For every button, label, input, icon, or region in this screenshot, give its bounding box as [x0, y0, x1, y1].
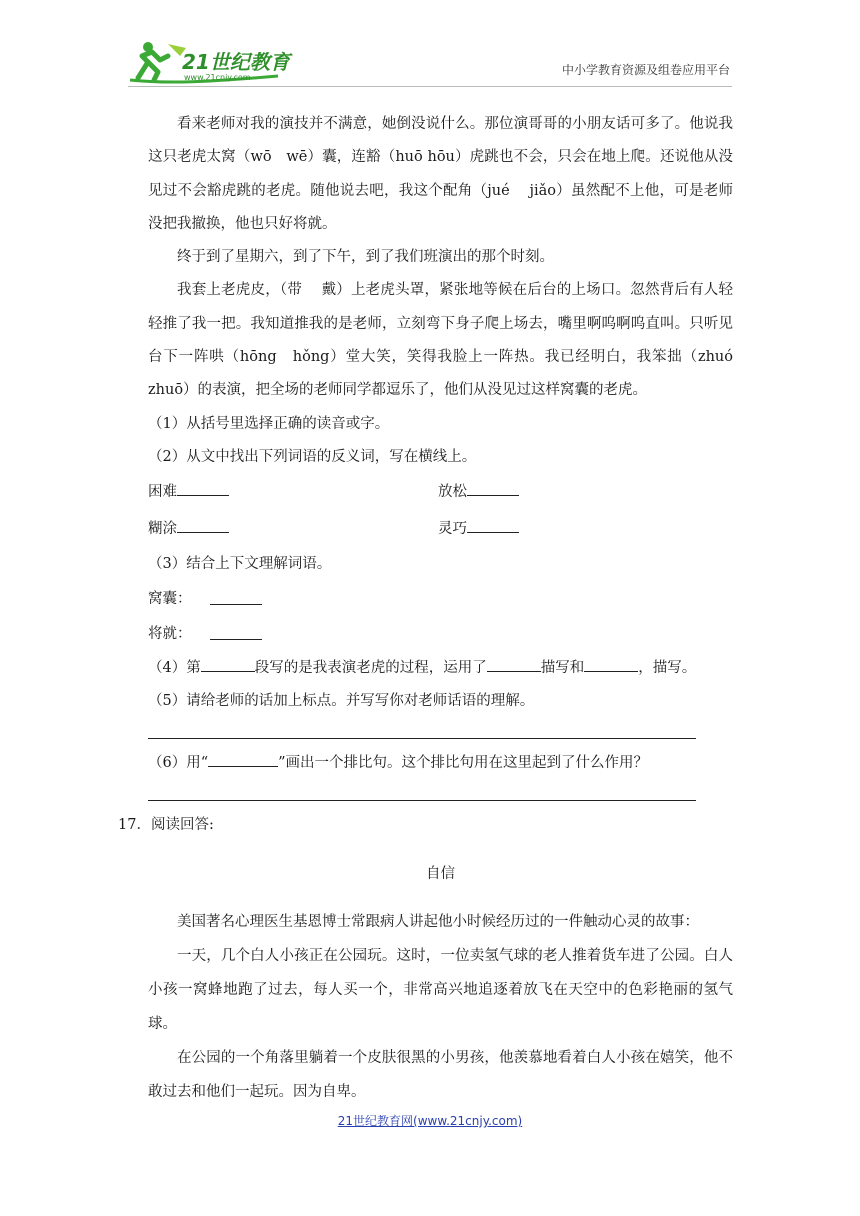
answer-line[interactable] — [148, 718, 696, 739]
definition-row — [148, 617, 733, 652]
question-text: （6）用“ — [148, 755, 209, 772]
document-body — [118, 108, 733, 1109]
header-divider — [128, 86, 732, 87]
definition-term: 窝囊： — [148, 590, 192, 607]
question-2: （2）从文中找出下列词语的反义词，写在横线上。 — [148, 448, 477, 465]
page-header — [0, 0, 860, 100]
answer-blank[interactable] — [210, 627, 262, 640]
question-1: （1）从括号里选择正确的读音或字。 — [148, 415, 390, 432]
story-paragraph: 在公园的一个角落里躺着一个皮肤很黑的小男孩，他羡慕地看着白人小孩在嬉笑，他不敢过去和他们一起玩。因为自卑。 — [148, 1050, 733, 1101]
platform-name: 中小学教育资源及组卷应用平台 — [561, 63, 730, 77]
answer-line[interactable] — [148, 780, 696, 801]
runner-logo-icon — [128, 38, 298, 84]
question-6 — [148, 747, 733, 780]
footer-link[interactable]: 21世纪教育网(www.21cnjy.com) — [337, 1114, 523, 1128]
antonym-row — [148, 511, 733, 548]
answer-blank[interactable] — [210, 592, 262, 605]
answer-blank[interactable] — [177, 520, 229, 533]
answer-blank[interactable] — [487, 659, 541, 672]
antonym-word: 放松 — [438, 484, 467, 501]
answer-blank[interactable] — [177, 483, 229, 496]
answer-blank[interactable] — [584, 659, 638, 672]
passage-paragraph: 终于到了星期六，到了下午，到了我们班演出的那个时刻。 — [177, 249, 554, 266]
antonym-word: 糊涂 — [148, 521, 177, 538]
definition-term: 将就： — [148, 625, 192, 642]
passage-paragraph: 看来老师对我的演技并不满意，她倒没说什么。那位演哥哥的小朋友话可多了。他说我这只老虎太窝（wō wē）囊，连豁（huō hōu）虎跳也不会，只会在地上爬。还说他从没见过不会豁虎跳的老虎。随他说去吧，我这个配角（jué jiǎo）虽然配不上他，可是老师没把我撤换，他也只好将就。 — [148, 116, 733, 232]
antonym-row — [148, 474, 733, 511]
passage-paragraph: 我套上老虎皮，（带 戴）上老虎头罩，紧张地等候在后台的上场口。忽然背后有人轻轻推了我一把。我知道推我的是老师，立刻弯下身子爬上场去，嘴里啊呜啊呜直叫。只听见台下一阵哄（hōng hǒng）堂大笑，笑得我脸上一阵热。我已经明白，我笨拙（zhuó zhuō）的表演，把全场的老师同学都逗乐了，他们从没见过这样窝囊的老虎。 — [148, 282, 733, 399]
question-text: ，描写。 — [638, 659, 697, 676]
svg-text:21世纪教育: 21世纪教育 — [182, 50, 290, 74]
antonym-word: 困难 — [148, 484, 177, 501]
answer-blank[interactable] — [201, 659, 255, 672]
question-5: （5）请给老师的话加上标点。并写写你对老师话语的理解。 — [148, 692, 535, 709]
answer-blank[interactable] — [467, 520, 519, 533]
antonym-word: 灵巧 — [438, 521, 467, 538]
section-17-label: 17．阅读回答: — [118, 817, 214, 834]
page-footer — [0, 1112, 860, 1129]
answer-blank[interactable] — [208, 754, 278, 767]
svg-text:www.21cnjy.com: www.21cnjy.com — [184, 73, 251, 82]
question-text: ”画出一个排比句。这个排比句用在这里起到了什么作用？ — [278, 755, 649, 772]
story-title: 自信 — [426, 866, 455, 883]
story-paragraph: 一天，几个白人小孩正在公园玩。这时，一位卖氢气球的老人推着货车进了公园。白人小孩一窝蜂地跑了过去，每人买一个，非常高兴地追逐着放飞在天空中的色彩艳丽的氢气球。 — [148, 948, 733, 1033]
question-3: （3）结合上下文理解词语。 — [148, 556, 332, 573]
question-text: 段写的是我表演老虎的过程，运用了 — [254, 659, 487, 676]
answer-blank[interactable] — [467, 483, 519, 496]
question-4 — [148, 652, 733, 685]
site-logo — [128, 38, 298, 84]
definition-row — [148, 582, 733, 617]
story-paragraph: 美国著名心理医生基恩博士常跟病人讲起他小时候经历过的一件触动心灵的故事： — [177, 913, 699, 930]
question-text: 描写和 — [540, 659, 585, 676]
question-text: （4）第 — [148, 659, 201, 676]
